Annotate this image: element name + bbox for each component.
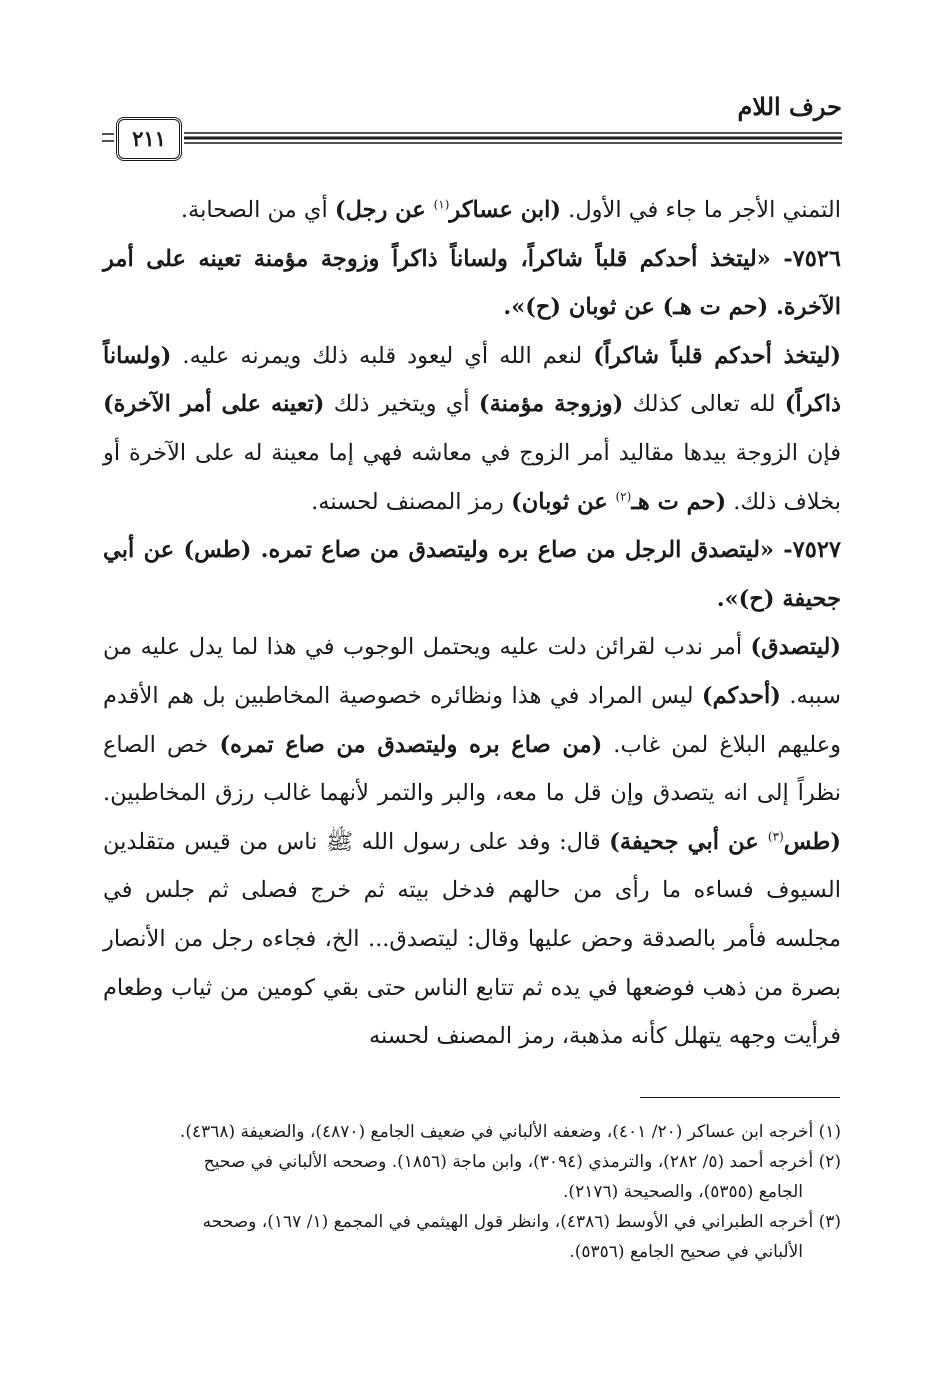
footnote-2: (٢) أخرجه أحمد (٥/ ٢٨٢)، والترمذي (٣٠٩٤)، وابن ماجة (١٨٥٦). وصححه الألباني في صحيح (203, 1152, 841, 1172)
footnote-2-continuation: الجامع (٥٣٥٥)، والصحيحة (٢١٧٦). (563, 1182, 803, 1202)
text-run: خص الصاع نظراً إلى انه يتصدق وإن قل ما معه، والبر والتمر لأنهما غالب رزق المخاطبين. (103, 731, 841, 807)
main-text (103, 186, 841, 1061)
chapter-title: حرف اللام (737, 92, 842, 121)
text-run: رمز المصنف لحسنه. (311, 488, 512, 515)
text-run: أي من الصحابة. (180, 197, 335, 223)
header-rule (102, 116, 842, 166)
source-citation: عن رجل) (334, 197, 434, 223)
source-citation: عن أبي جحيفة) (609, 828, 768, 855)
source-citation: (طس (783, 828, 841, 855)
footnote-separator (640, 1097, 840, 1098)
footnote-ref-2: (٢) (615, 489, 632, 504)
text-run: قال: وفد على رسول الله ﷺ ناس من قيس متقلدين السيوف فساءه ما رأى من حالهم فدخل بيته ثم خرج فصلى ثم جلس في مجلسه فأمر بالصدقة وحض عليها وقال: ليتصدق... الخ، فجاءه رجل من الأنصار بصرة من ذهب فوضعها في يده ثم تتابع الناس حتى بقي كومين من ثياب وطعام فرأيت وجهه يتهلل كأنه مذهبة، رمز المصنف لحسنه (103, 828, 841, 1050)
hadith-7526: ٧٥٢٦- «ليتخذ أحدكم قلباً شاكراً، ولساناً ذاكراً وزوجة مؤمنة تعينه على أمر الآخرة. (حم ت هـ) عن ثوبان (ح)». (103, 245, 841, 321)
footnote-ref-3: (٣) (767, 829, 784, 844)
page-number: ٢١١ (116, 117, 182, 161)
footnote-3-continuation: الألباني في صحيح الجامع (٥٣٥٦). (569, 1242, 803, 1262)
text-run: ليس المراد في هذا ونظائره خصوصية المخاطبين بل هم الأقدم وعليهم البلاغ لمن غاب. (103, 682, 841, 758)
footnote-ref-1: (١) (433, 197, 450, 212)
paragraph-continuation (103, 186, 841, 235)
quoted-phrase: (ولساناً ذاكراً) (103, 342, 842, 418)
text-run: لله تعالى كذلك (623, 391, 785, 418)
source-citation: (ابن عساكر (449, 197, 562, 223)
commentary-7526 (103, 332, 841, 526)
quoted-phrase: (ليتصدق) (750, 634, 841, 661)
header-rule-lines (102, 116, 842, 166)
quoted-phrase: (تعينه على أمر الآخرة) (103, 391, 325, 418)
footnote-3: (٣) أخرجه الطبراني في الأوسط (٤٣٨٦)، وانظر قول الهيثمي في المجمع (١/ ١٦٧)، وصححه (202, 1212, 841, 1232)
quoted-phrase: (من صاع بره وليتصدق من صاع تمره) (219, 731, 603, 758)
source-citation: عن ثوبان) (511, 488, 616, 515)
text-run: التمني الأجر ما جاء في الأول. (561, 197, 841, 223)
quoted-phrase: (وزوجة مؤمنة) (478, 391, 624, 418)
text-run: أي ويتخير ذلك (324, 391, 479, 418)
footnotes (103, 1117, 841, 1267)
text-run: أمر ندب لقرائن دلت عليه ويحتمل الوجوب في هذا لما يدل عليه من سببه. (103, 634, 841, 709)
quoted-phrase: (ليتخذ أحدكم قلباً شاكراً) (593, 342, 841, 369)
footnote-1: (١) أخرجه ابن عساكر (٢٠/ ٤٠١)، وضعفه الألباني في ضعيف الجامع (٤٨٧٠)، والضعيفة (٤٣٦٨). (179, 1122, 841, 1142)
hadith-7527: ٧٥٢٧- «ليتصدق الرجل من صاع بره وليتصدق من صاع تمره. (طس) عن أبي جحيفة (ح)». (103, 537, 841, 612)
source-citation: (حم ت هـ (631, 488, 727, 515)
text-run: لنعم الله أي ليعود قلبه ذلك ويمرنه عليه. (171, 342, 594, 369)
quoted-phrase: (أحدكم) (701, 682, 781, 709)
text-run: فإن الزوجة بيدها مقاليد أمر الزوج في معاشه فهي إما معينة له على الآخرة أو بخلاف ذلك. (103, 439, 841, 515)
commentary-7527 (103, 623, 841, 1060)
